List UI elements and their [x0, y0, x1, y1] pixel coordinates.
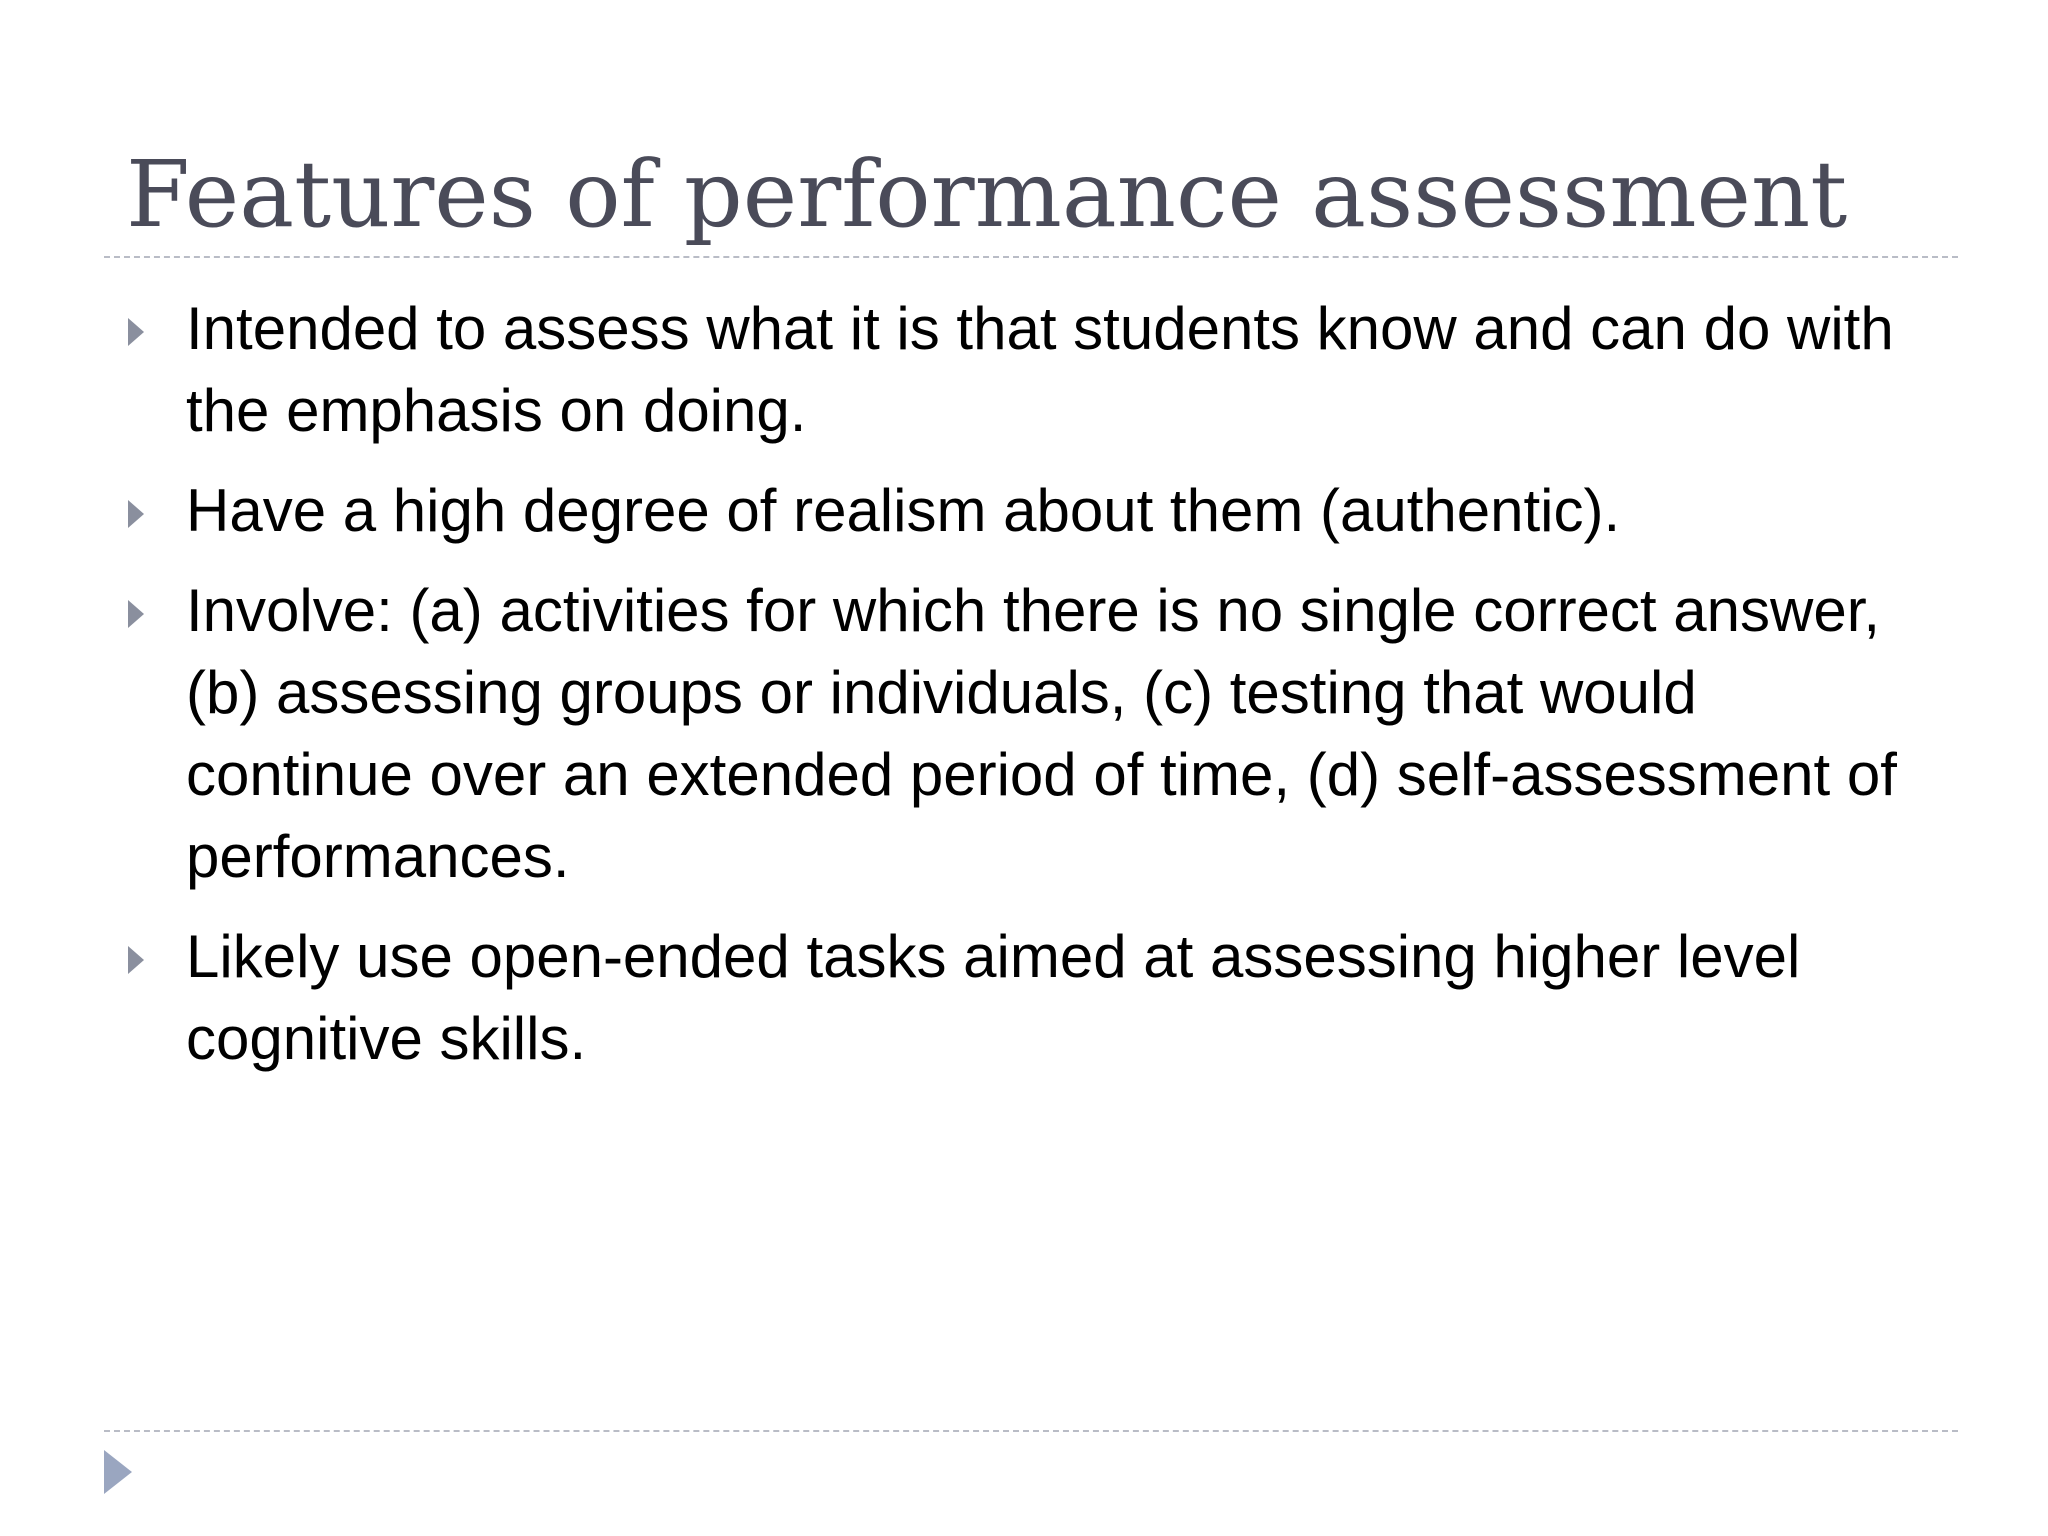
bullet-item [124, 916, 1904, 1080]
bullet-item [124, 288, 1904, 452]
triangle-right-icon [128, 600, 144, 628]
bullet-text: Intended to assess what it is that students know and can do with the emphasis on doing. [186, 295, 1894, 444]
triangle-right-icon [128, 500, 144, 528]
bullet-item [124, 470, 1904, 552]
bullet-item [124, 570, 1904, 898]
triangle-right-icon [128, 318, 144, 346]
bullet-text: Have a high degree of realism about them (authentic). [186, 477, 1621, 544]
slide-title: Features of performance assessment [126, 141, 1848, 248]
footer-divider [104, 1430, 1958, 1432]
triangle-right-icon [128, 946, 144, 974]
triangle-right-icon [104, 1450, 132, 1494]
title-divider [104, 256, 1958, 258]
bullet-list [124, 288, 1904, 1098]
bullet-text: Likely use open-ended tasks aimed at assessing higher level cognitive skills. [186, 923, 1801, 1072]
bullet-text: Involve: (a) activities for which there is no single correct answer, (b) assessing groups or individuals, (c) testing that would continue over an extended period of time, (d) self-assessment of performances. [186, 577, 1897, 890]
